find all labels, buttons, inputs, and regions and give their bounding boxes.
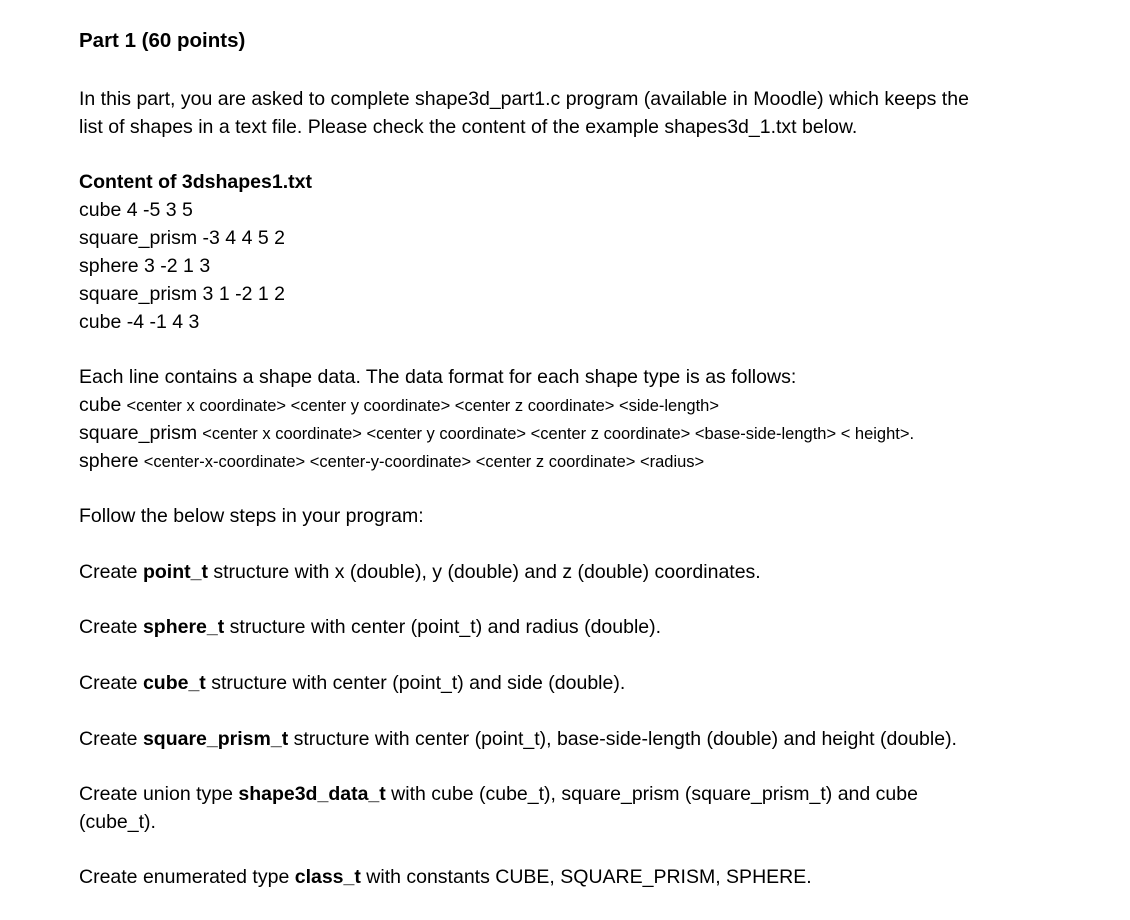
step-text: structure with center (point_t) and radius (double). [224, 616, 662, 638]
type-name: shape3d_data_t [238, 783, 386, 805]
file-line-2: square_prism -3 4 4 5 2 [79, 227, 285, 249]
type-name: point_t [142, 561, 208, 583]
step-text: Create [79, 616, 143, 638]
step-shape3d-data-t-cont: (cube_t). [79, 811, 156, 833]
type-name: cube_t [142, 672, 206, 694]
step-text: Create union type [79, 783, 239, 805]
format-sphere [79, 449, 704, 474]
step-point-t [79, 560, 761, 584]
format-cube-name: cube [79, 394, 122, 416]
format-square-prism [79, 421, 914, 446]
format-cube [79, 393, 719, 418]
step-text: with cube (cube_t), square_prism (square_prism_t) and cube [385, 783, 918, 805]
step-shape3d-data-t [79, 782, 918, 806]
step-text: Create [79, 561, 143, 583]
step-text: Create [79, 672, 143, 694]
file-line-5: cube -4 -1 4 3 [79, 311, 200, 333]
steps-intro: Follow the below steps in your program: [79, 505, 424, 527]
format-cube-fields: <center x coordinate> <center y coordinate> <center z coordinate> <side-length> [126, 397, 719, 415]
type-name: sphere_t [142, 616, 225, 638]
format-sphere-name: sphere [79, 450, 139, 472]
step-cube-t [79, 671, 625, 695]
step-text: with constants CUBE, SQUARE_PRISM, SPHERE. [360, 866, 812, 888]
format-square-prism-fields: <center x coordinate> <center y coordinate> <center z coordinate> <base-side-length> < height>. [202, 425, 915, 443]
step-text: Create enumerated type [79, 866, 295, 888]
step-square-prism-t [79, 727, 957, 751]
type-name: class_t [294, 866, 361, 888]
step-text: Create [79, 728, 143, 750]
step-text: structure with center (point_t) and side (double). [205, 672, 626, 694]
file-line-1: cube 4 -5 3 5 [79, 199, 193, 221]
file-line-3: sphere 3 -2 1 3 [79, 255, 211, 277]
file-line-4: square_prism 3 1 -2 1 2 [79, 283, 285, 305]
step-text: structure with x (double), y (double) and z (double) coordinates. [207, 561, 761, 583]
intro-line-1: In this part, you are asked to complete shape3d_part1.c program (available in Moodle) which keeps the [79, 88, 969, 110]
step-text: structure with center (point_t), base-side-length (double) and height (double). [288, 728, 957, 750]
format-square-prism-name: square_prism [79, 422, 198, 444]
intro-line-2: list of shapes in a text file. Please check the content of the example shapes3d_1.txt below. [79, 116, 858, 138]
step-sphere-t [79, 615, 661, 639]
format-sphere-fields: <center-x-coordinate> <center-y-coordinate> <center z coordinate> <radius> [143, 453, 705, 471]
step-class-t [79, 865, 812, 889]
format-intro: Each line contains a shape data. The data format for each shape type is as follows: [79, 366, 797, 388]
file-content-heading: Content of 3dshapes1.txt [79, 171, 312, 193]
type-name: square_prism_t [142, 728, 289, 750]
part-title: Part 1 (60 points) [79, 29, 246, 52]
